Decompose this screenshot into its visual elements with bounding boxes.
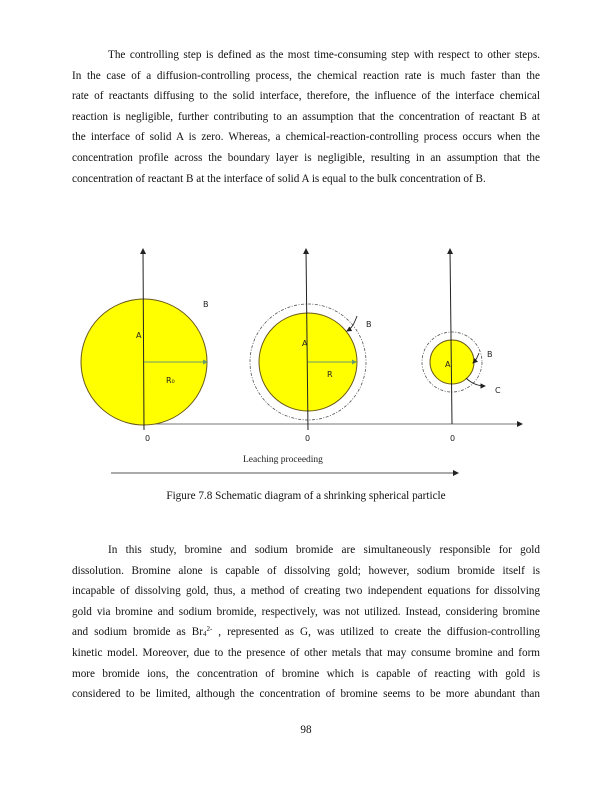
label-origin: 0 bbox=[305, 434, 311, 443]
text-line: kinetic model. Moreover, due to the presence of other metals that may consume bromine and form bbox=[72, 646, 540, 659]
label-fluid-b: B bbox=[366, 320, 372, 329]
particle-intermediate bbox=[250, 249, 372, 443]
text-line: considered to be limited, although the concentration of bromine seems to be more abundant than bbox=[72, 688, 540, 701]
particle-final bbox=[422, 249, 501, 443]
text-line: dissolution. Bromine alone is capable of dissolving gold; however, sodium bromide itself is bbox=[72, 564, 540, 577]
leaching-label: Leaching proceeding bbox=[243, 455, 323, 465]
text-line-formula bbox=[72, 622, 540, 643]
label-solid-a: A bbox=[445, 360, 451, 369]
text-line: the interface of solid A is zero. Whereas, a chemical-reaction-controlling process occurs when the bbox=[72, 131, 540, 144]
label-solid-a: A bbox=[136, 331, 142, 340]
particle-initial bbox=[81, 249, 209, 443]
text-line: reaction is negligible, further contributing to an assumption that the concentration of reactant B at bbox=[72, 110, 540, 123]
figure-caption: Figure 7.8 Schematic diagram of a shrinking spherical particle bbox=[166, 490, 446, 502]
label-radius: R bbox=[327, 370, 333, 379]
page-number: 98 bbox=[300, 724, 312, 736]
text-segment: and sodium bromide as Br bbox=[72, 626, 203, 639]
paragraph-bromine-study bbox=[72, 540, 540, 705]
text-line: concentration of reactant B at the interface of solid A is equal to the bulk concentration of B. bbox=[72, 172, 486, 185]
label-fluid-b: B bbox=[487, 350, 493, 359]
text-line: rate of reactants diffusing to the solid interface, therefore, the influence of the interface chemical bbox=[72, 90, 540, 103]
text-line: In this study, bromine and sodium bromide are simultaneously responsible for gold bbox=[108, 544, 540, 556]
text-line: The controlling step is defined as the most time-consuming step with respect to other steps. bbox=[108, 49, 540, 61]
label-product-c: C bbox=[495, 386, 501, 395]
product-arrow bbox=[466, 378, 485, 386]
subscript: 4 bbox=[202, 630, 207, 639]
text-line: In the case of a diffusion-controlling process, the chemical reaction rate is much faster than the bbox=[72, 69, 540, 82]
solid-particle-a bbox=[430, 340, 474, 384]
text-line: more bromide ions, the concentration of bromine which is capable of reacting with gold is bbox=[72, 667, 540, 680]
film-pointer bbox=[347, 316, 357, 331]
text-line: concentration profile across the boundary layer is negligible, resulting in an assumption that the bbox=[72, 151, 540, 164]
label-origin: 0 bbox=[450, 434, 456, 443]
text-line: gold via bromine and sodium bromide, respectively, was not utilized. Instead, considering bromine bbox=[72, 605, 540, 618]
text-line: incapable of dissolving gold, thus, a method of creating two independent equations for dissolving bbox=[72, 585, 540, 598]
text-segment: , represented as G, was utilized to create the diffusion-controlling bbox=[212, 626, 541, 639]
vertical-axis bbox=[450, 249, 452, 424]
superscript: 2- bbox=[206, 625, 213, 634]
label-solid-a: A bbox=[302, 339, 308, 348]
label-fluid-b: B bbox=[203, 300, 209, 309]
label-radius: R₀ bbox=[166, 376, 175, 385]
label-origin: 0 bbox=[145, 434, 151, 443]
